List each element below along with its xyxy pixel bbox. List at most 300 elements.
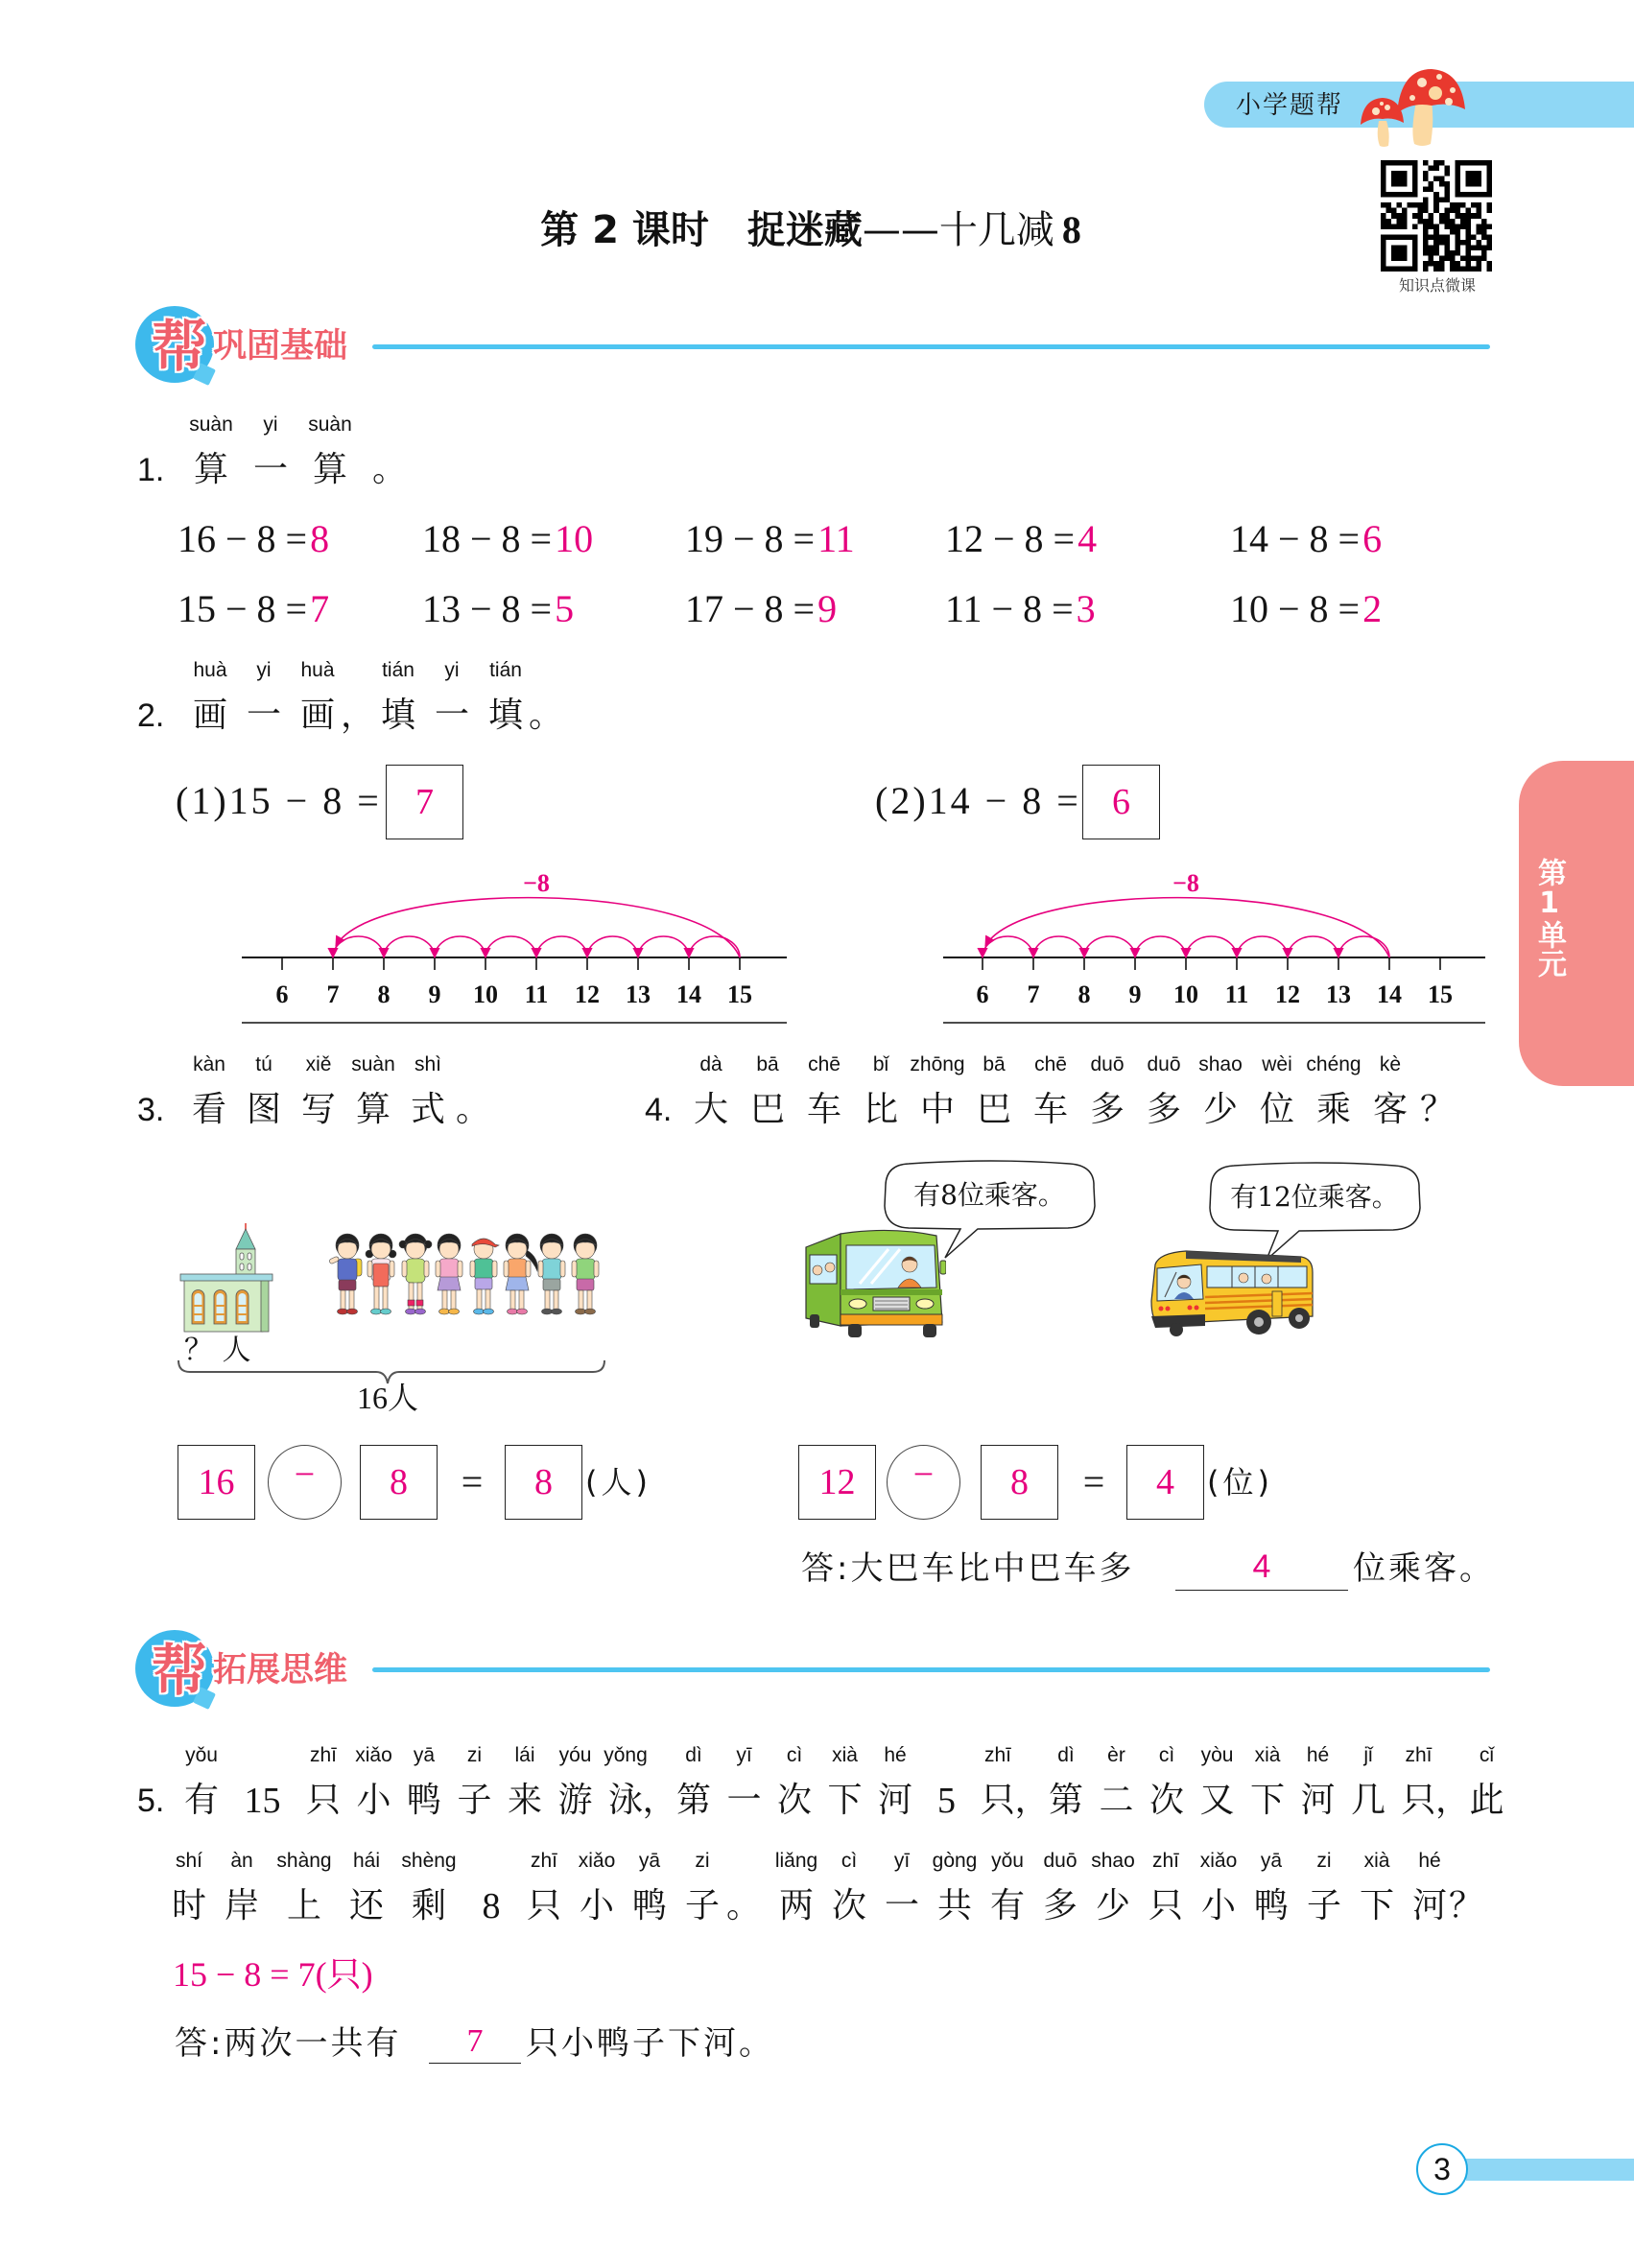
ruby-char <box>1253 1849 1290 1927</box>
hanzi: 河 <box>1300 1781 1336 1820</box>
ruby-char <box>401 1849 457 1927</box>
ruby-char <box>910 1052 965 1131</box>
hanzi: 来 <box>507 1781 542 1820</box>
speech-bubble-text: 有8位乘客。 <box>913 1179 1065 1211</box>
answer-suffix: 只小鸭子下河。 <box>526 2024 774 2063</box>
ruby-char <box>1371 1052 1409 1131</box>
hanzi: 子 <box>684 1886 720 1925</box>
result-box[interactable]: 4 <box>1126 1445 1204 1520</box>
result-box[interactable]: 8 <box>505 1445 582 1520</box>
equation-answer[interactable]: 10 <box>555 517 594 560</box>
total-count-label: 16人 <box>356 1381 418 1415</box>
pinyin: shí <box>175 1850 202 1872</box>
ruby-char <box>884 1849 920 1927</box>
question-prompt <box>692 1052 1456 1131</box>
hanzi: 多 <box>1042 1886 1077 1925</box>
hanzi: 次 <box>776 1781 812 1820</box>
hanzi: 小 <box>356 1781 391 1820</box>
hanzi: 看 <box>191 1090 226 1129</box>
hanzi: 上 <box>286 1886 321 1925</box>
hanzi: 有 <box>183 1781 219 1820</box>
equation <box>1230 516 1382 562</box>
ruby-char <box>805 1052 843 1131</box>
ruby-char <box>1411 1849 1448 1927</box>
hanzi: 下 <box>1359 1886 1394 1925</box>
ruby-char <box>473 1849 509 1927</box>
child-figure <box>572 1234 599 1314</box>
pinyin: zi <box>1316 1850 1332 1872</box>
operator-circle[interactable]: − <box>887 1445 960 1520</box>
hanzi: 此 <box>1469 1781 1504 1820</box>
equation-expression: 10 − 8 = <box>1230 587 1361 630</box>
hanzi: 。 <box>371 450 407 489</box>
question-number: 2. <box>137 697 165 734</box>
pinyin: cì <box>1158 1744 1175 1766</box>
pinyin: zhī <box>1405 1744 1433 1766</box>
tick-label: 11 <box>1224 980 1249 1008</box>
unit-tab-label: 第1单元 <box>1532 858 1566 978</box>
ruby-char <box>1198 1052 1243 1131</box>
pinyin: yóu <box>558 1744 592 1766</box>
pinyin: duō <box>1043 1850 1077 1872</box>
hanzi: 填 <box>380 696 415 735</box>
ruby-char <box>299 1052 338 1131</box>
operand-box-a[interactable]: 16 <box>178 1445 255 1520</box>
hanzi: 只 <box>305 1781 341 1820</box>
number: 8 <box>482 1886 501 1926</box>
equation <box>422 516 593 562</box>
answer-box[interactable]: 7 <box>386 765 463 839</box>
pinyin: yòu <box>1200 1744 1234 1766</box>
pinyin: shì <box>414 1053 441 1075</box>
hanzi: 两 <box>778 1886 814 1925</box>
punctuation: ？ <box>1449 1886 1484 1925</box>
ruby-char <box>1306 1052 1362 1131</box>
ruby-char <box>1420 1052 1456 1131</box>
equation <box>1230 586 1382 632</box>
hanzi: ， <box>341 696 376 735</box>
child-figure <box>470 1239 499 1314</box>
equation-answer[interactable]: 8 <box>310 517 330 560</box>
ruby-char <box>251 413 290 491</box>
pinyin: yā <box>1260 1850 1283 1872</box>
ruby-char <box>1258 1052 1296 1131</box>
question-prompt <box>189 413 409 491</box>
pinyin: bǐ <box>872 1053 889 1075</box>
equation <box>685 516 855 562</box>
tick-label: 14 <box>676 980 701 1008</box>
hanzi: 。 <box>456 1090 491 1129</box>
hanzi: 多 <box>1089 1090 1125 1129</box>
ruby-char <box>604 1743 648 1822</box>
pinyin: duō <box>1090 1053 1125 1075</box>
tick-label: 8 <box>1077 980 1091 1008</box>
worked-solution[interactable]: 15 − 8 = 7(只) <box>173 1955 373 1994</box>
hanzi: 算 <box>312 450 347 489</box>
operator-circle[interactable]: − <box>268 1445 342 1520</box>
equation-expression: 13 − 8 = <box>422 587 553 630</box>
operand-box-b[interactable]: 8 <box>360 1445 438 1520</box>
equation-answer[interactable]: 6 <box>1362 517 1383 560</box>
tick-label: 6 <box>976 980 989 1008</box>
hanzi: 式 <box>410 1090 445 1129</box>
child-figure <box>329 1234 362 1314</box>
tick-label: 13 <box>626 980 651 1008</box>
hanzi: 巴 <box>749 1090 785 1129</box>
hanzi: 只 <box>526 1886 561 1925</box>
equals-sign: = <box>1082 1460 1105 1503</box>
ruby-char <box>675 1743 712 1822</box>
ruby-char <box>975 1052 1013 1131</box>
hanzi: 大 <box>693 1090 728 1129</box>
equation <box>945 516 1097 562</box>
ruby-char <box>245 658 283 737</box>
hanzi: 一 <box>434 696 469 735</box>
equation-expression: 14 − 8 = <box>1230 517 1361 560</box>
ruby-char <box>877 1743 913 1822</box>
pinyin: gòng <box>932 1850 978 1872</box>
section-badge-char: 帮 <box>152 1638 208 1703</box>
ruby-char <box>341 658 376 737</box>
pinyin: liǎng <box>774 1850 818 1872</box>
q3-illustration <box>173 1214 614 1406</box>
equation-expression: 12 − 8 = <box>945 517 1076 560</box>
operand-box-a[interactable]: 12 <box>798 1445 876 1520</box>
punctuation: ， <box>1014 1781 1050 1820</box>
pinyin: yǒu <box>185 1744 218 1766</box>
unknown-count-label: ？ 人 <box>184 1334 251 1367</box>
hanzi: 鸭 <box>631 1886 667 1925</box>
ruby-char <box>557 1743 594 1822</box>
answer-box[interactable]: 6 <box>1082 765 1160 839</box>
pinyin: yī <box>736 1744 752 1766</box>
pinyin: zi <box>466 1744 483 1766</box>
hanzi: 图 <box>246 1090 281 1129</box>
ruby-char <box>1042 1849 1078 1927</box>
equation <box>422 586 574 632</box>
number-line-2 <box>931 863 1506 1036</box>
ruby-char <box>1091 1849 1135 1927</box>
ruby-char <box>989 1849 1026 1927</box>
pinyin: jǐ <box>1363 1744 1373 1766</box>
hanzi: 剩 <box>411 1886 446 1925</box>
answer-blank-line <box>429 2063 521 2064</box>
part-1-equation: (1)15 − 8 = <box>176 779 382 822</box>
pinyin: suàn <box>351 1053 395 1075</box>
ruby-char <box>862 1052 900 1131</box>
hanzi: 填 <box>487 696 523 735</box>
pinyin: hé <box>1306 1744 1330 1766</box>
ruby-char <box>1469 1743 1505 1822</box>
pinyin: xià <box>1363 1850 1390 1872</box>
hanzi: 一 <box>252 450 288 489</box>
ruby-char <box>1449 1849 1484 1927</box>
pinyin: dà <box>699 1053 722 1075</box>
equation-answer[interactable]: 11 <box>817 517 855 560</box>
hanzi: ？ <box>1420 1090 1456 1129</box>
pinyin: bā <box>756 1053 779 1075</box>
answer-suffix: 位乘客。 <box>1353 1549 1495 1588</box>
ruby-char <box>932 1849 978 1927</box>
part-2-equation: (2)14 − 8 = <box>875 779 1081 822</box>
equation-answer[interactable]: 2 <box>1362 587 1383 630</box>
hanzi: 算 <box>193 450 228 489</box>
equation-answer[interactable]: 9 <box>817 587 838 630</box>
pinyin: yǒu <box>991 1850 1024 1872</box>
ruby-char <box>1199 1743 1236 1822</box>
hanzi: 鸭 <box>406 1781 441 1820</box>
ruby-char <box>1149 1743 1185 1822</box>
hanzi: 。 <box>529 696 564 735</box>
tick-label: 13 <box>1326 980 1351 1008</box>
tick-label: 11 <box>524 980 549 1008</box>
hanzi: 下 <box>827 1781 863 1820</box>
tick-label: 15 <box>727 980 752 1008</box>
hanzi: 又 <box>1199 1781 1235 1820</box>
ruby-char <box>234 1743 292 1822</box>
pinyin: yā <box>638 1850 661 1872</box>
ruby-char <box>171 1849 207 1927</box>
ruby-char <box>183 1743 220 1822</box>
jump-label: −8 <box>523 869 550 897</box>
pinyin: yā <box>413 1744 436 1766</box>
hanzi: 小 <box>1200 1886 1236 1925</box>
ruby-char <box>526 1849 562 1927</box>
ruby-char <box>370 413 409 491</box>
lesson-label: 第 2 课时 <box>540 208 709 252</box>
pinyin: cì <box>841 1850 858 1872</box>
pinyin: kàn <box>193 1053 225 1075</box>
hanzi: 只 <box>1148 1886 1183 1925</box>
pinyin: zhī <box>983 1744 1011 1766</box>
minibus-illustration <box>802 1226 946 1337</box>
hanzi: 河 <box>877 1781 912 1820</box>
tick-label: 7 <box>1027 980 1040 1008</box>
ruby-char <box>1300 1743 1337 1822</box>
pinyin: shèng <box>401 1850 457 1872</box>
pinyin: suàn <box>308 413 352 436</box>
answer-blank[interactable]: 7 <box>466 2023 484 2059</box>
ruby-char <box>457 1743 493 1822</box>
pinyin: zhī <box>1151 1850 1179 1872</box>
pinyin: zhī <box>530 1850 557 1872</box>
jump-arcs <box>333 898 740 957</box>
punctuation: ， <box>1435 1781 1471 1820</box>
qr-code[interactable] <box>1381 160 1492 272</box>
ruby-char <box>642 1743 677 1822</box>
equation-answer[interactable]: 5 <box>555 587 575 630</box>
child-figure <box>399 1234 432 1314</box>
question-text-line-1 <box>183 1743 1505 1822</box>
ruby-char <box>507 1743 543 1822</box>
question-number: 1. <box>137 452 165 488</box>
hanzi: 次 <box>831 1886 866 1925</box>
hanzi: 客 <box>1372 1090 1408 1129</box>
jump-label: −8 <box>1172 869 1199 897</box>
hanzi: 次 <box>1149 1781 1184 1820</box>
pinyin: yī <box>893 1850 911 1872</box>
hanzi: 鸭 <box>1253 1886 1289 1925</box>
ruby-char <box>1249 1743 1286 1822</box>
pinyin: wèi <box>1262 1053 1292 1075</box>
pinyin: chē <box>1034 1053 1067 1075</box>
ruby-char <box>776 1743 813 1822</box>
question-prompt <box>191 658 564 737</box>
page-number-bar <box>1466 2159 1634 2181</box>
pinyin: shàng <box>276 1850 332 1872</box>
hanzi: 只 <box>980 1781 1015 1820</box>
hanzi: 比 <box>863 1090 898 1129</box>
ruby-char <box>379 658 417 737</box>
hanzi: 画 <box>299 696 335 735</box>
ruby-char <box>774 1849 818 1927</box>
hanzi: 泳 <box>607 1781 643 1820</box>
ruby-char <box>726 1849 762 1927</box>
child-figure <box>436 1234 462 1314</box>
pinyin: shao <box>1091 1850 1135 1872</box>
equation-answer[interactable]: 3 <box>1076 587 1096 630</box>
ruby-char <box>928 1743 966 1822</box>
ruby-char <box>1435 1743 1471 1822</box>
qr-caption: 知识点微课 <box>1398 276 1476 295</box>
child-figure <box>366 1234 396 1314</box>
tick-label: 12 <box>575 980 600 1008</box>
pinyin: tián <box>382 659 414 681</box>
ruby-char <box>1359 1849 1395 1927</box>
ruby-char <box>276 1849 332 1927</box>
answer-prefix: 答:两次一共有 <box>175 2024 402 2063</box>
ruby-char <box>348 1849 385 1927</box>
ruby-char <box>980 1743 1016 1822</box>
pinyin: tú <box>255 1053 272 1075</box>
number: 15 <box>244 1781 281 1821</box>
pinyin: cì <box>786 1744 803 1766</box>
section-divider <box>372 344 1490 349</box>
ruby-char <box>827 1743 864 1822</box>
ruby-char <box>1099 1743 1135 1822</box>
number: 5 <box>937 1781 956 1821</box>
child-figure <box>538 1234 565 1314</box>
hanzi: 一 <box>726 1781 762 1820</box>
hanzi: 多 <box>1146 1090 1181 1129</box>
hanzi: 车 <box>1032 1090 1068 1129</box>
ruby-char <box>1306 1849 1342 1927</box>
ruby-char <box>189 413 233 491</box>
mushroom-icon <box>1353 63 1473 152</box>
answer-blank[interactable]: 4 <box>1252 1548 1271 1585</box>
ruby-char <box>406 1743 442 1822</box>
topic-number: 8 <box>1061 208 1081 251</box>
ruby-char <box>1031 1052 1070 1131</box>
bus-illustration <box>1148 1243 1318 1337</box>
ruby-char <box>224 1849 260 1927</box>
tick-label: 9 <box>428 980 441 1008</box>
ruby-char <box>1401 1743 1437 1822</box>
unit-label: (人) <box>585 1464 651 1500</box>
operand-box-b[interactable]: 8 <box>981 1445 1058 1520</box>
hanzi: 乘 <box>1315 1090 1351 1129</box>
hanzi: 巴 <box>976 1090 1011 1129</box>
pinyin: yi <box>444 659 460 681</box>
hanzi: 位 <box>1259 1090 1294 1129</box>
hanzi: 岸 <box>224 1886 259 1925</box>
speech-bubble-text: 有12位乘客。 <box>1230 1181 1399 1213</box>
pinyin: hé <box>884 1744 907 1766</box>
topic-rest: ——十几减 <box>862 208 1054 252</box>
equation-answer[interactable]: 4 <box>1077 517 1098 560</box>
ruby-char <box>631 1849 668 1927</box>
ruby-char <box>351 1052 395 1131</box>
section-badge-char: 帮 <box>152 314 208 379</box>
punctuation: 。 <box>726 1886 762 1925</box>
tick-label: 7 <box>326 980 340 1008</box>
hanzi: 一 <box>246 696 281 735</box>
hanzi: 共 <box>936 1886 972 1925</box>
hanzi: 写 <box>300 1090 336 1129</box>
equation <box>685 586 837 632</box>
pinyin: dì <box>685 1744 702 1766</box>
tick-label: 15 <box>1428 980 1453 1008</box>
punctuation: ， <box>642 1781 677 1820</box>
ruby-char <box>245 1052 283 1131</box>
question-number: 4. <box>645 1092 673 1128</box>
hanzi: 二 <box>1099 1781 1134 1820</box>
pinyin: zhōng <box>910 1053 965 1075</box>
pinyin: èr <box>1107 1744 1125 1766</box>
tick-label: 6 <box>275 980 289 1008</box>
equation-expression: 17 − 8 = <box>685 587 816 630</box>
pinyin: hái <box>352 1850 381 1872</box>
equation-answer[interactable]: 7 <box>310 587 330 630</box>
page-title <box>331 205 1291 255</box>
question-number: 3. <box>137 1092 165 1128</box>
tick-label: 10 <box>473 980 498 1008</box>
tick-label: 9 <box>1128 980 1142 1008</box>
question-prompt <box>190 1052 491 1131</box>
ruby-char <box>1148 1849 1184 1927</box>
pinyin: hé <box>1418 1850 1441 1872</box>
ruby-char <box>486 658 525 737</box>
equation-expression: 11 − 8 = <box>945 587 1074 630</box>
hanzi: 第 <box>1048 1781 1083 1820</box>
ruby-char <box>305 1743 342 1822</box>
number-line-1 <box>230 863 806 1036</box>
jump-arcs <box>983 898 1389 957</box>
section-title-basics: 巩固基础 <box>213 327 348 366</box>
ruby-char <box>1088 1052 1126 1131</box>
equation <box>945 586 1096 632</box>
pinyin: lái <box>514 1744 535 1766</box>
equation-expression: 18 − 8 = <box>422 517 553 560</box>
ruby-char <box>1048 1743 1084 1822</box>
ruby-char <box>1014 1743 1050 1822</box>
ruby-char <box>529 658 564 737</box>
hanzi: 车 <box>806 1090 841 1129</box>
ruby-char <box>1200 1849 1237 1927</box>
unit-label: (位) <box>1207 1464 1273 1500</box>
pinyin: xià <box>1254 1744 1281 1766</box>
question-text-line-2 <box>171 1849 1484 1927</box>
pinyin: huà <box>193 659 227 681</box>
tick-label: 12 <box>1275 980 1300 1008</box>
pinyin: cǐ <box>1479 1744 1495 1766</box>
hanzi: 下 <box>1249 1781 1285 1820</box>
equation-expression: 15 − 8 = <box>178 587 308 630</box>
hanzi: 一 <box>884 1886 919 1925</box>
pinyin: bā <box>983 1053 1006 1075</box>
ruby-char <box>1350 1743 1386 1822</box>
equation-expression: 19 − 8 = <box>685 517 816 560</box>
